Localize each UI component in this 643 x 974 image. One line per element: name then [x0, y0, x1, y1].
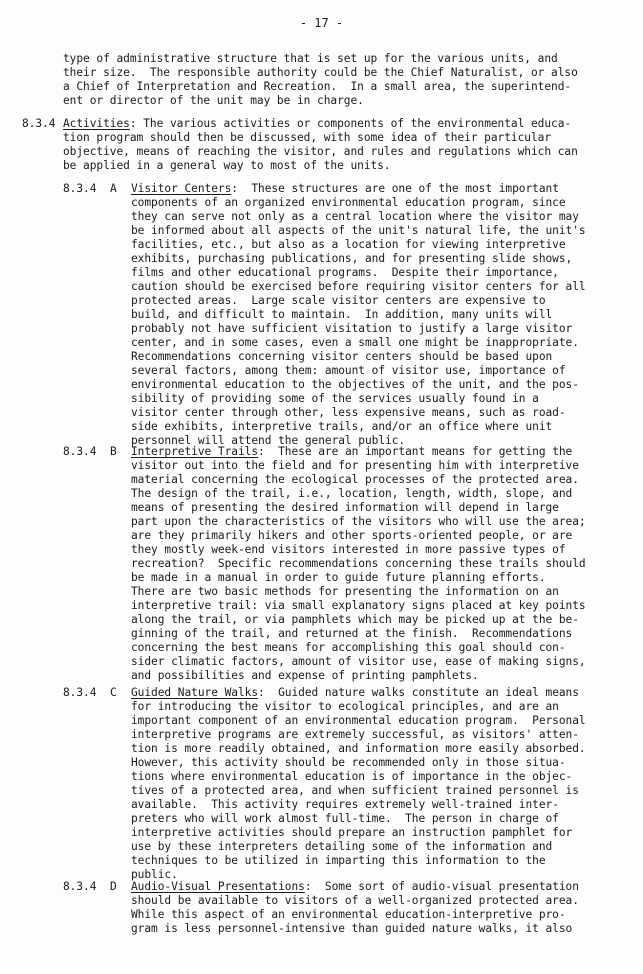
subsection-line: However, this activity should be recommended only in those situa-: [131, 756, 566, 769]
subsection-line: sider climatic factors, amount of visitor use, ease of making signs,: [131, 655, 586, 668]
subsection-line: facilities, etc., but also as a location for viewing interpretive: [131, 238, 566, 251]
subsection-number: 8.3.4: [63, 880, 97, 893]
subsection-letter: A: [110, 182, 117, 195]
subsection-line: exhibits, purchasing publications, and for presenting slide shows,: [131, 252, 573, 265]
subsection-letter: C: [110, 686, 117, 699]
subsection-line: probably not have sufficient visitation to justify a large visitor: [131, 322, 573, 335]
subsection-line: gram is less personnel-intensive than guided nature walks, it also: [131, 922, 573, 935]
subsection-number: 8.3.4: [63, 445, 97, 458]
subsection-line: tives of a protected area, and when sufficient trained personnel is: [131, 784, 579, 797]
subsection-line: ginning of the trail, and returned at the finish. Recommendations: [131, 627, 573, 640]
subsection-line: side exhibits, interpretive trails, and/or an office where unit: [131, 420, 553, 433]
subsection-line: tion is more readily obtained, and information more easily absorbed.: [131, 742, 586, 755]
subsection-line: recreation? Specific recommendations concerning these trails should: [131, 557, 586, 570]
subsection-letter: D: [110, 880, 117, 893]
heading-line-rest: : Guided nature walks constitute an ideal means: [258, 686, 579, 699]
subsection-line: available. This activity requires extremely well-trained inter-: [131, 798, 559, 811]
heading-line-rest: : These are an important means for getting the: [258, 445, 573, 458]
subsection-line: visitor center through other, less expensive means, such as road-: [131, 406, 566, 419]
subsection-line: important component of an environmental education program. Personal: [131, 714, 586, 727]
heading-line-rest: : The various activities or components of the environmental educa-: [129, 117, 572, 130]
section-line: tion program should then be discussed, with some idea of their particular: [63, 131, 552, 144]
subsection-line: preters who will work almost full-time. The person in charge of: [131, 812, 559, 825]
subsection-line: means of presenting the desired information will depend in large: [131, 501, 559, 514]
subsection-line: visitor out into the field and for presenting him with interpretive: [131, 459, 579, 472]
subsection-heading-line: [131, 445, 572, 459]
subsection-line: While this aspect of an environmental education-interpretive pro-: [131, 908, 566, 921]
subsection-line: sibility of providing some of the services usually found in a: [131, 392, 539, 405]
subsection-line: films and other educational programs. Despite their importance,: [131, 266, 559, 279]
subsection-line: build, and difficult to maintain. In addition, many units will: [131, 308, 553, 321]
subsection-number: 8.3.4: [63, 686, 97, 699]
intro-line: their size. The responsible authority could be the Chief Naturalist, or also: [63, 66, 578, 79]
subsection-line: concerning the best means for accomplishing this goal should con-: [131, 641, 566, 654]
subsection-line: techniques to be utilized in imparting this information to the: [131, 854, 546, 867]
page-number: - 17 -: [299, 16, 344, 30]
subsection-heading-line: [131, 880, 579, 894]
subsection-line: material concerning the ecological processes of the protected area.: [131, 473, 579, 486]
subsection-letter: B: [110, 445, 117, 458]
subsection-line: they can serve not only as a central location where the visitor may: [131, 210, 579, 223]
subsection-line: caution should be exercised before requiring visitor centers for all: [131, 280, 586, 293]
subsection-line: Recommendations concerning visitor centers should be based upon: [131, 350, 553, 363]
subsection-line: they mostly week-end visitors interested in more passive types of: [131, 543, 566, 556]
subsection-line: public.: [131, 868, 178, 881]
subsection-line: There are two basic methods for presenting the information on an: [131, 585, 559, 598]
subsection-heading-line: [131, 182, 559, 196]
subsection-line: interpretive trail: via small explanatory signs placed at key points: [131, 599, 586, 612]
subsection-line: center, and in some cases, even a small one might be inappropriate.: [131, 336, 579, 349]
heading-text: Guided Nature Walks: [131, 686, 259, 699]
subsection-line: interpretive activities should prepare an instruction pamphlet for: [131, 826, 573, 839]
heading-text: Audio-Visual Presentations: [131, 880, 305, 893]
subsection-number: 8.3.4: [63, 182, 97, 195]
subsection-line: several factors, among them: amount of visitor use, importance of: [131, 364, 566, 377]
section-heading-line: [63, 117, 571, 131]
section-number: 8.3.4: [22, 117, 56, 130]
heading-text: Activities: [63, 117, 130, 130]
subsection-line: The design of the trail, i.e., location, length, width, slope, and: [131, 487, 573, 500]
subsection-line: should be available to visitors of a well-organized protected area.: [131, 894, 579, 907]
section-line: objective, means of reaching the visitor, and rules and regulations which can: [63, 145, 578, 158]
subsection-line: be made in a manual in order to guide future planning efforts.: [131, 571, 546, 584]
heading-line-rest: : These structures are one of the most important: [231, 182, 559, 195]
subsection-line: protected areas. Large scale visitor centers are expensive to: [131, 294, 546, 307]
subsection-line: along the trail, or via pamphlets which may be picked up at the be-: [131, 613, 579, 626]
heading-text: Visitor Centers: [131, 182, 232, 195]
subsection-line: use by these interpreters detailing some of the information and: [131, 840, 553, 853]
subsection-line: for introducing the visitor to ecological principles, and are an: [131, 700, 559, 713]
section-line: be applied in a general way to most of the units.: [63, 159, 391, 172]
subsection-line: personnel will attend the general public.: [131, 434, 406, 447]
subsection-line: tions where environmental education is of importance in the objec-: [131, 770, 573, 783]
subsection-line: environmental education to the objectives of the unit, and the pos-: [131, 378, 579, 391]
subsection-line: components of an organized environmental education program, since: [131, 196, 566, 209]
subsection-line: are they primarily hikers and other sports-oriented people, or are: [131, 529, 573, 542]
subsection-line: part upon the characteristics of the visitors who will use the area;: [131, 515, 586, 528]
intro-line: type of administrative structure that is set up for the various units, and: [63, 52, 558, 65]
intro-line: a Chief of Interpretation and Recreation. In a small area, the superintend-: [63, 80, 572, 93]
subsection-heading-line: [131, 686, 579, 700]
heading-line-rest: : Some sort of audio-visual presentation: [304, 880, 579, 893]
heading-text: Interpretive Trails: [131, 445, 259, 458]
subsection-line: interpretive programs are extremely successful, as visitors' atten-: [131, 728, 579, 741]
subsection-line: and possibilities and expense of printing pamphlets.: [131, 669, 479, 682]
intro-line: ent or director of the unit may be in charge.: [63, 94, 364, 107]
subsection-line: be informed about all aspects of the unit's natural life, the unit's: [131, 224, 586, 237]
